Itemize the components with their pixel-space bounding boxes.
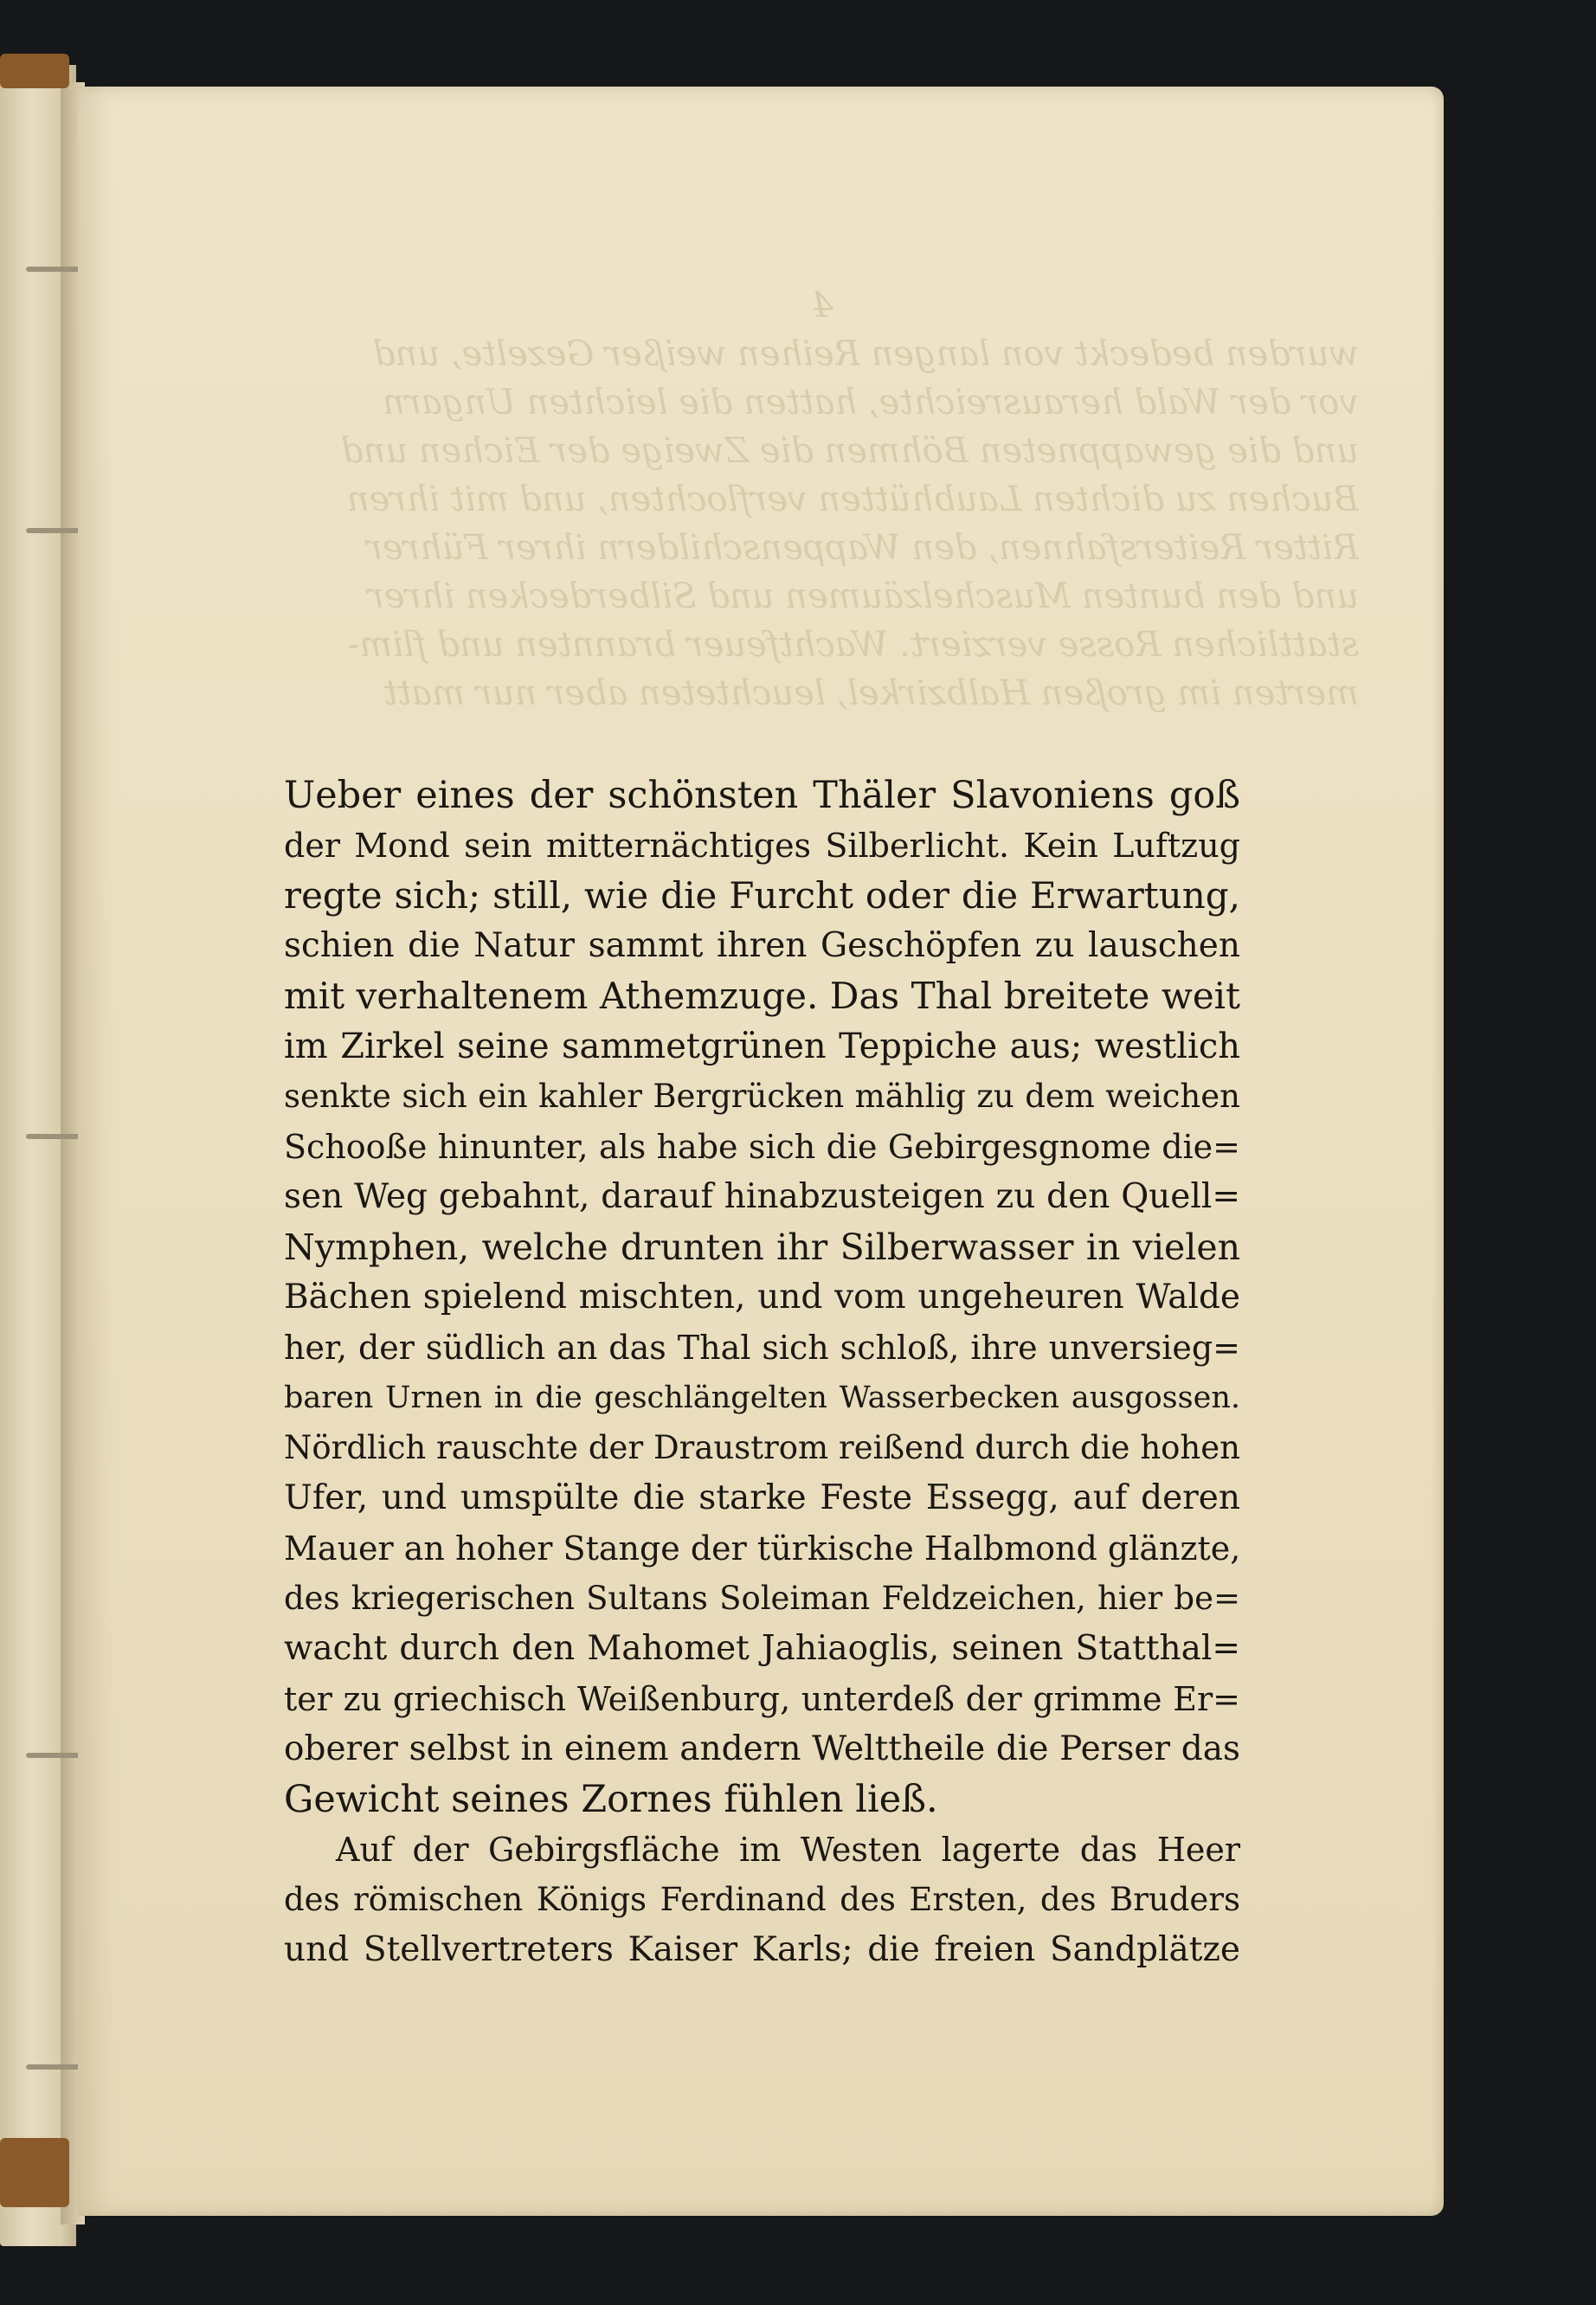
text-line: schien die Natur sammt ihren Geschöpfen zu lauschen [284, 926, 1240, 965]
text-line: Nördlich rauschte der Draustrom reißend durch die hohen [284, 1429, 1240, 1466]
spine-leather-bottom [0, 2138, 69, 2207]
text-line: baren Urnen in die geschlängelten Wasserbecken ausgossen. [284, 1381, 1240, 1415]
text-line: wacht durch den Mahomet Jahiaoglis, seinen Statthal= [284, 1629, 1240, 1668]
text-line: Auf der Gebirgsfläche im Westen lagerte das Heer [336, 1831, 1240, 1869]
text-line: Ueber eines der schönsten Thäler Slavoniens goß [284, 774, 1240, 817]
bleed-line: und den bunten Muschelzäumen und Silberdecken ihrer [367, 576, 1359, 616]
bleed-line: stattlichen Rosse verziert. Wachtfeuer brannten und flim- [347, 625, 1359, 665]
text-line: Mauer an hoher Stange der türkische Halbmond glänzte, [284, 1529, 1241, 1568]
text-line: Nymphen, welche drunten ihr Silberwasser in vielen [284, 1227, 1240, 1268]
text-line: des römischen Königs Ferdinand des Ersten, des Bruders [284, 1881, 1240, 1918]
text-line: her, der südlich an das Thal sich schloß, ihre unversieg= [284, 1329, 1240, 1367]
text-line: senkte sich ein kahler Bergrücken mählig zu dem weichen [284, 1078, 1240, 1115]
text-line: und Stellvertreters Kaiser Karls; die freien Sandplätze [284, 1930, 1240, 1969]
text-line: Ufer, und umspülte die starke Feste Essegg, auf deren [284, 1478, 1240, 1517]
text-line: regte sich; still, wie die Furcht oder die Erwartung, [284, 874, 1240, 917]
bleed-line: Buchen zu dichten Laubhütten verflochten, und mit ihren [346, 480, 1359, 519]
bleed-line: merten im großen Halbzirkel, leuchteten aber nur matt [383, 673, 1359, 713]
text-line: im Zirkel seine sammetgrünen Teppiche aus; westlich [284, 1027, 1240, 1066]
bleed-line: wurden bedeckt von langen Reihen weißer Gezelte, und [372, 334, 1359, 374]
bleed-line: Ritter Reitersfahnen, den Wappenschildern ihrer Führer [366, 528, 1359, 568]
text-line: mit verhaltenem Athemzuge. Das Thal breitete weit [284, 975, 1240, 1017]
text-line: der Mond sein mitternächtiges Silberlicht. Kein Luftzug [284, 827, 1240, 865]
text-line: Gewicht seines Zornes fühlen ließ. [284, 1778, 938, 1821]
text-line: oberer selbst in einem andern Welttheile die Perser das [284, 1729, 1240, 1768]
text-line: sen Weg gebahnt, darauf hinabzusteigen zu den Quell= [284, 1177, 1240, 1216]
body-text [284, 770, 1240, 1975]
spine-leather-top [0, 54, 69, 88]
bleed-line: vor der Wald herausreichte, hatten die leichten Ungarn [383, 383, 1359, 422]
bleed-line: 4 [811, 286, 833, 325]
text-line: ter zu griechisch Weißenburg, unterdeß der grimme Er= [284, 1680, 1240, 1718]
text-line: Schooße hinunter, als habe sich die Gebirgesgnome die= [284, 1128, 1240, 1166]
bleed-line: und die gewappneten Böhmen die Zweige der Eichen und [341, 431, 1359, 471]
text-line: Bächen spielend mischten, und vom ungeheuren Walde [284, 1278, 1240, 1317]
bleed-through-text [286, 281, 1359, 818]
text-line: des kriegerischen Sultans Soleiman Feldzeichen, hier be= [284, 1580, 1240, 1617]
